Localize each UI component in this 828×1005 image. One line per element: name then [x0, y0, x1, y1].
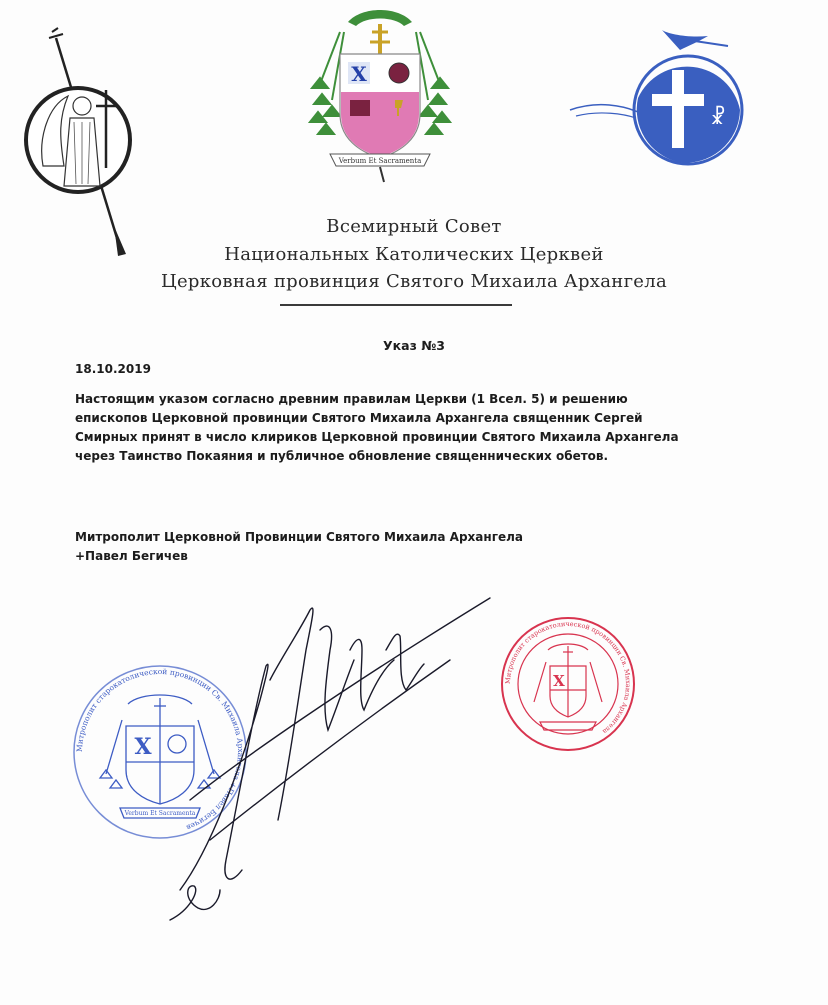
signatory-name: +Павел Бегичев — [75, 549, 188, 563]
coat-of-arms — [300, 4, 460, 184]
signatory-title: Митрополит Церковной Провинции Святого Михаила Архангела — [75, 530, 523, 544]
header-line-1: Всемирный Совет — [326, 216, 502, 237]
svg-text:X: X — [134, 734, 152, 760]
svg-text:☧: ☧ — [710, 105, 726, 129]
header-line-2: Национальных Католических Церквей — [224, 244, 604, 265]
blue-stamp-motto: Verbum Et Sacramenta — [124, 810, 196, 817]
decree-body: Настоящим указом согласно древним правилам Церкви (1 Всел. 5) и решению епископов Церковной провинции Святого Михаила Архангела священник Сергей Смирных принят в число клириков Церковной провинции Святого Михаила Архангела через Таинство Покаяния и публичное обновление священнических обетов. — [75, 392, 679, 463]
decree-title: Указ №3 — [383, 338, 445, 353]
dove-cross-chi-rho-icon — [568, 28, 758, 178]
header-divider — [280, 304, 512, 306]
handwritten-signature — [150, 590, 500, 930]
header-line-3: Церковная провинция Святого Михаила Архангела — [160, 271, 668, 292]
coat-motto: Verbum Et Sacramenta — [338, 157, 422, 165]
svg-text:X: X — [553, 672, 565, 690]
red-seal-stamp — [498, 614, 638, 754]
red-stamp-ring-text: Митрополит старокатолической провинции Св. Михаила Архангела — [503, 619, 633, 736]
svg-text:X: X — [351, 62, 367, 86]
blue-stamp-ring-text: Митрополит старокатолической провинции Св. Михаила Архангела +Павел Бегичев — [74, 666, 246, 833]
decree-date: 18.10.2019 — [75, 362, 151, 376]
